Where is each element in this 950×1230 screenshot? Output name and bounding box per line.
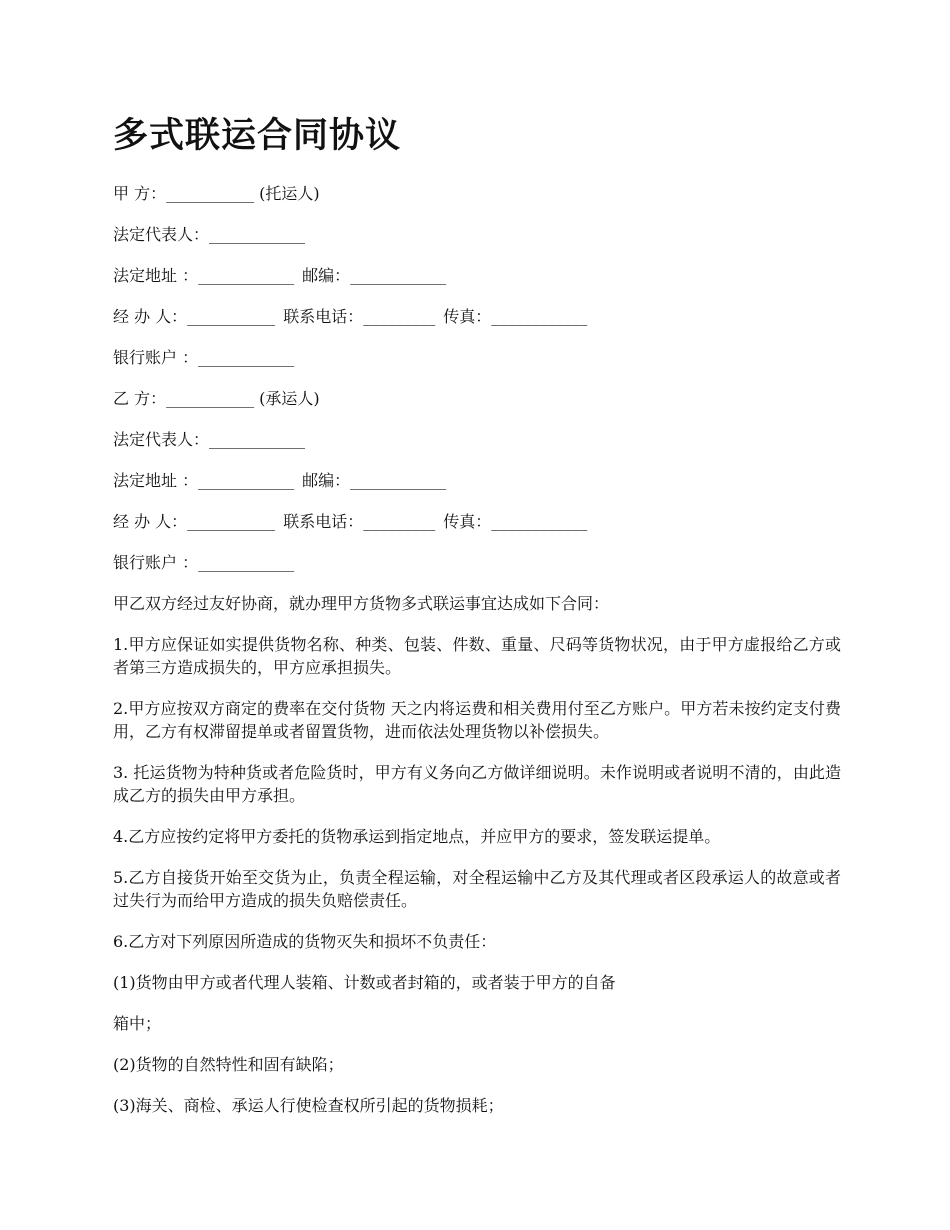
document-title: 多式联运合同协议 xyxy=(113,116,402,156)
party-b-address: 法定地址 ：____________ xyxy=(113,471,295,490)
clause-3: 3. 托运货物为特种货或者危险货时，甲方有义务向乙方做详细说明。未作说明或者说明不清的，由此造成乙方的损失由甲方承担。 xyxy=(113,763,841,805)
clause-6-item-3: (3)海关、商检、承运人行使检查权所引起的货物损耗； xyxy=(113,1096,504,1115)
party-b-handler: 经 办 人：___________ xyxy=(113,512,276,531)
party-b-name-line: 乙 方：___________ (承运人) xyxy=(113,389,320,408)
party-a-handler: 经 办 人：___________ xyxy=(113,307,276,326)
intro-paragraph: 甲乙双方经过友好协商，就办理甲方货物多式联运事宜达成如下合同： xyxy=(113,594,610,613)
party-a-bank-line: 银行账户 ：____________ xyxy=(113,348,295,367)
party-b-address-line xyxy=(113,469,841,492)
party-b-bank-line: 银行账户 ：____________ xyxy=(113,553,295,572)
party-b-representative-line: 法定代表人：____________ xyxy=(113,430,306,449)
clause-6-item-1-continued: 箱中； xyxy=(113,1014,162,1033)
party-a-fax: 传真：____________ xyxy=(443,307,588,326)
clause-4: 4.乙方应按约定将甲方委托的货物承运到指定地点，并应甲方的要求，签发联运提单。 xyxy=(113,827,721,846)
party-b-postcode: 邮编：____________ xyxy=(302,471,447,490)
party-a-address: 法定地址 ：____________ xyxy=(113,266,295,285)
party-a-contact-line xyxy=(113,305,841,328)
clause-6: 6.乙方对下列原因所造成的货物灭失和损坏不负责任： xyxy=(113,932,497,951)
party-a-postcode: 邮编：____________ xyxy=(302,266,447,285)
clause-2: 2.甲方应按双方商定的费率在交付货物 天之内将运费和相关费用付至乙方账户。甲方若未按约定支付费用，乙方有权滞留提单或者留置货物，进而依法处理货物以补偿损失。 xyxy=(113,699,841,741)
party-a-representative-line: 法定代表人：____________ xyxy=(113,225,306,244)
clause-5: 5.乙方自接货开始至交货为止，负责全程运输，对全程运输中乙方及其代理或者区段承运人的故意或者过失行为而给甲方造成的损失负赔偿责任。 xyxy=(113,868,841,910)
clause-6-item-2: (2)货物的自然特性和固有缺陷； xyxy=(113,1055,344,1074)
party-a-name-line: 甲 方：___________ (托运人) xyxy=(113,184,320,203)
party-a-phone: 联系电话：_________ xyxy=(283,307,436,326)
clause-6-item-1: (1)货物由甲方或者代理人装箱、计数或者封箱的，或者装于甲方的自备 xyxy=(113,973,616,992)
clause-1: 1.甲方应保证如实提供货物名称、种类、包装、件数、重量、尺码等货物状况，由于甲方虚报给乙方或者第三方造成损失的，甲方应承担损失。 xyxy=(113,635,841,677)
party-b-phone: 联系电话：_________ xyxy=(283,512,436,531)
party-b-contact-line xyxy=(113,510,841,533)
party-a-address-line xyxy=(113,264,841,287)
document-page xyxy=(113,112,841,1135)
party-b-fax: 传真：____________ xyxy=(443,512,588,531)
